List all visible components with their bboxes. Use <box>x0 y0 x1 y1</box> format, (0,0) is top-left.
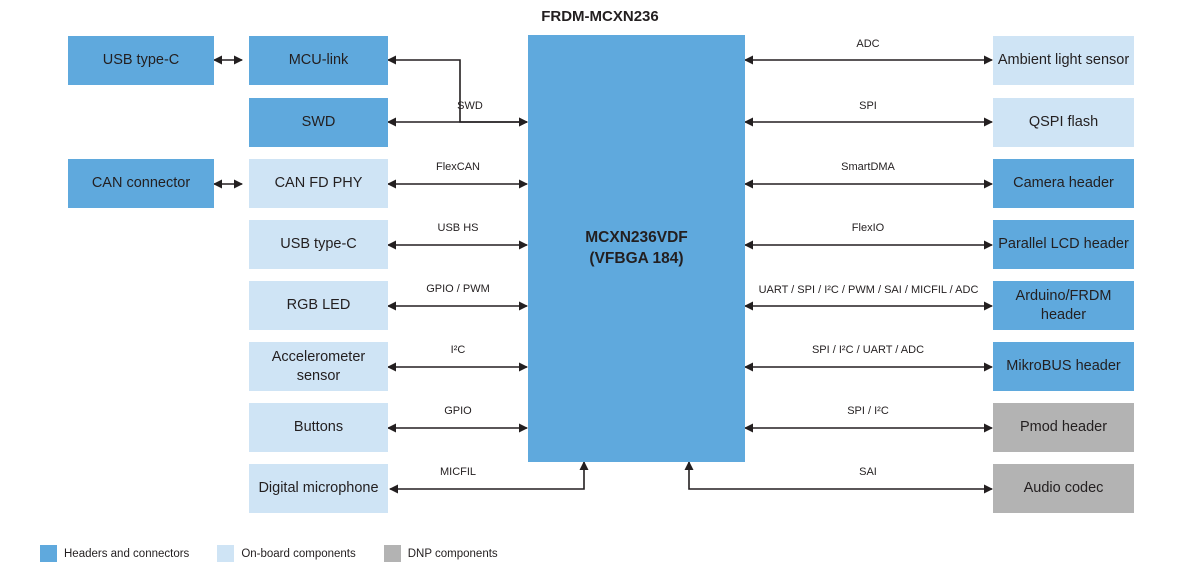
mcu-block <box>528 35 745 462</box>
bus-label-gpio-pwm: GPIO / PWM <box>426 283 490 295</box>
block-label: Digital microphone <box>258 480 379 497</box>
block-label: Accelerometer sensor <box>271 349 366 384</box>
bus-label-arduino-frdm: UART / SPI / I²C / PWM / SAI / MICFIL / ADC <box>758 284 979 296</box>
bus-label-flexcan: FlexCAN <box>435 161 480 173</box>
legend-item-onboard <box>217 545 355 562</box>
block-label: MCU-link <box>288 52 349 69</box>
legend-swatch-icon <box>384 545 401 562</box>
block-ambient-light-sensor <box>993 36 1134 85</box>
legend-swatch-icon <box>40 545 57 562</box>
block-camera-header <box>993 159 1134 208</box>
block-can-fd-phy <box>249 159 388 208</box>
block-label: CAN connector <box>91 175 191 192</box>
page-title: FRDM-MCXN236 <box>541 8 659 25</box>
legend-item-dnp <box>384 545 498 562</box>
block-label: QSPI flash <box>1028 114 1099 131</box>
bus-label-smartdma: SmartDMA <box>841 161 895 173</box>
bus-label-usb-hs: USB HS <box>437 222 479 234</box>
block-audio-codec <box>993 464 1134 513</box>
block-label: MikroBUS header <box>1006 358 1121 375</box>
legend-label: DNP components <box>407 547 498 560</box>
block-digital-microphone <box>249 464 388 513</box>
block-label: Camera header <box>1013 175 1114 192</box>
block-buttons <box>249 403 388 452</box>
bus-label-micfil: MICFIL <box>439 466 477 478</box>
block-parallel-lcd-header <box>993 220 1134 269</box>
block-label: Pmod header <box>1019 419 1108 436</box>
bus-label-gpio: GPIO <box>444 405 472 417</box>
block-label: USB type-C <box>102 52 180 69</box>
bus-label-mikrobus: SPI / I²C / UART / ADC <box>811 344 925 356</box>
block-label: SWD <box>301 114 336 131</box>
block-arduino-frdm-header <box>993 281 1134 330</box>
block-swd <box>249 98 388 147</box>
block-qspi-flash <box>993 98 1134 147</box>
block-label: Arduino/FRDM header <box>1015 288 1112 323</box>
bus-label-swd: SWD <box>457 100 483 112</box>
legend-swatch-icon <box>217 545 234 562</box>
block-pmod-header <box>993 403 1134 452</box>
bus-label-pmod: SPI / I²C <box>847 405 889 417</box>
legend-label: On-board components <box>241 547 356 560</box>
block-rgb-led <box>249 281 388 330</box>
bus-label-flexio: FlexIO <box>851 222 885 234</box>
bus-label-i2c: I²C <box>450 344 466 356</box>
block-mcu-link <box>249 36 388 85</box>
bus-label-sai: SAI <box>859 466 877 478</box>
block-label: Audio codec <box>1023 480 1104 497</box>
block-label: CAN FD PHY <box>274 175 363 192</box>
block-accelerometer-sensor <box>249 342 388 391</box>
block-can-connector <box>68 159 214 208</box>
mcu-package: (VFBGA 184) <box>589 249 684 267</box>
legend-label: Headers and connectors <box>64 547 190 560</box>
bus-label-spi: SPI <box>859 100 877 112</box>
legend <box>40 545 526 562</box>
legend-item-headers <box>40 545 189 562</box>
block-label: Parallel LCD header <box>998 236 1129 253</box>
block-usb-type-c-outer <box>68 36 214 85</box>
block-label: RGB LED <box>286 297 351 314</box>
block-mikrobus-header <box>993 342 1134 391</box>
block-usb-type-c-inner <box>249 220 388 269</box>
block-label: Buttons <box>293 419 344 436</box>
mcu-part-number: MCXN236VDF <box>585 228 688 246</box>
block-label: Ambient light sensor <box>997 52 1130 69</box>
bus-label-adc: ADC <box>856 38 880 50</box>
block-label: USB type-C <box>280 236 357 253</box>
